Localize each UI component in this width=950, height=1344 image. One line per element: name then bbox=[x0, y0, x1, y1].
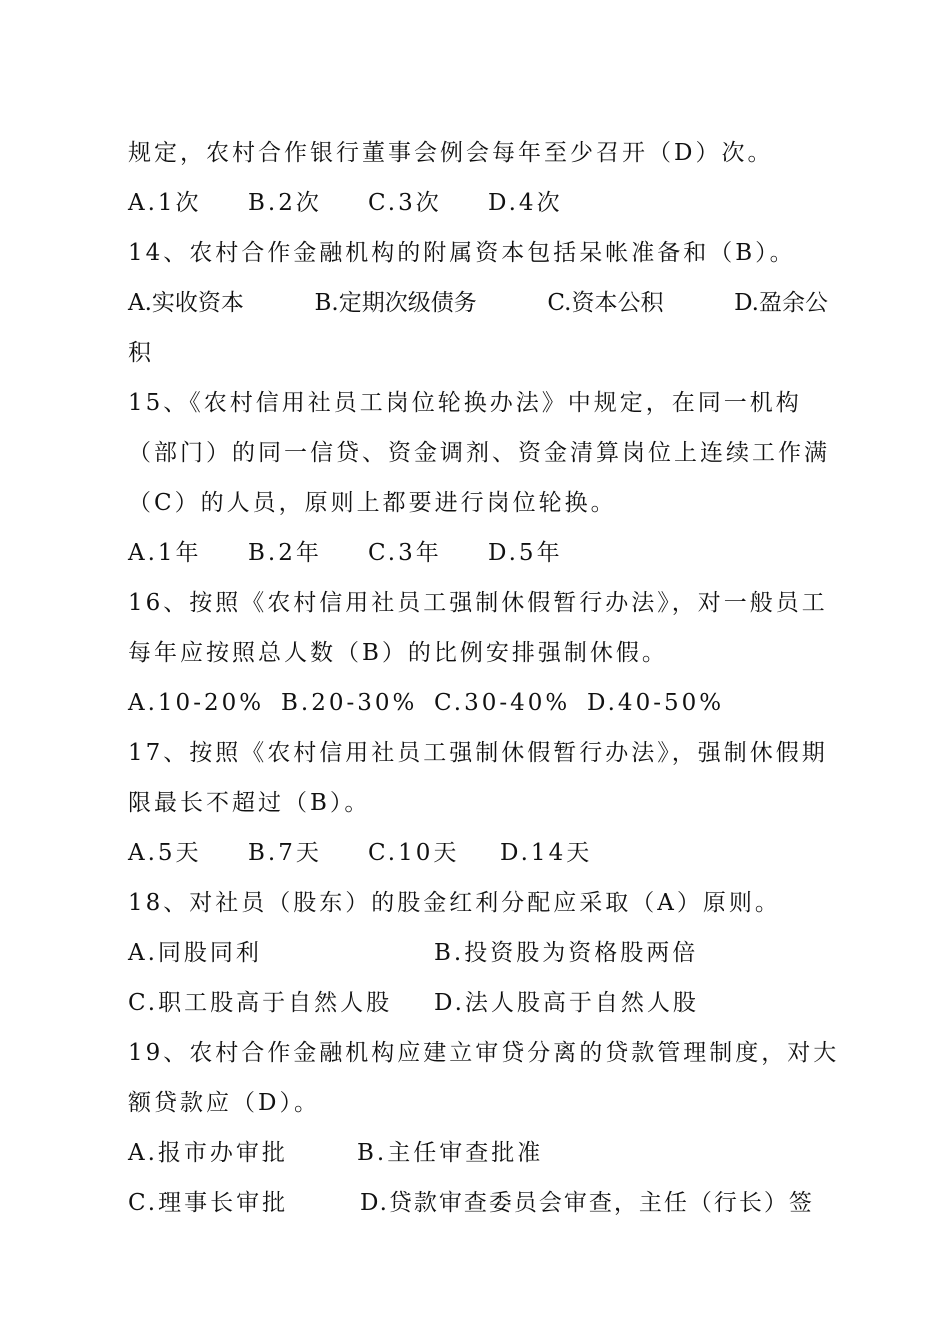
options-q16 bbox=[128, 678, 828, 728]
option-c: C.理事长审批 bbox=[128, 1190, 289, 1216]
text-line: 额贷款应（D）。 bbox=[128, 1090, 320, 1116]
option-c: C.资本公积 bbox=[547, 290, 664, 316]
option-b: B.主任审查批准 bbox=[357, 1140, 544, 1166]
option-a: A.5天 bbox=[128, 840, 202, 866]
option-a: A.1年 bbox=[128, 540, 202, 566]
option-a: A.报市办审批 bbox=[128, 1140, 288, 1166]
option-b: B.投资股为资格股两倍 bbox=[434, 940, 699, 966]
option-c: C.3年 bbox=[368, 540, 442, 566]
text-line: 每年应按照总人数（B）的比例安排强制休假。 bbox=[128, 640, 668, 666]
text-line: 限最长不超过（B）。 bbox=[128, 790, 371, 816]
question-17: 17、按照《农村信用社员工强制休假暂行办法》，强制休假期 bbox=[128, 740, 828, 766]
options-q15 bbox=[128, 528, 828, 578]
option-c: C.10天 bbox=[368, 840, 460, 866]
options-q14 bbox=[128, 278, 828, 328]
option-d: D.4次 bbox=[488, 190, 563, 216]
option-c: C.3次 bbox=[368, 190, 442, 216]
options-q18-row2 bbox=[128, 978, 828, 1028]
text-line: 积 bbox=[128, 340, 154, 366]
option-d: D.40-50% bbox=[587, 690, 725, 716]
option-d: D.14天 bbox=[500, 840, 593, 866]
option-d: D.盈余公 bbox=[734, 290, 828, 316]
question-15: 15、《农村信用社员工岗位轮换办法》中规定，在同一机构 bbox=[128, 390, 802, 416]
option-b: B.20-30% bbox=[281, 690, 418, 716]
question-14: 14、农村合作金融机构的附属资本包括呆帐准备和（B）。 bbox=[128, 240, 796, 266]
text-line: 规定，农村合作银行董事会例会每年至少召开（D）次。 bbox=[128, 140, 774, 166]
option-b: B.2年 bbox=[248, 540, 322, 566]
option-b: B.2次 bbox=[248, 190, 322, 216]
question-18: 18、对社员（股东）的股金红利分配应采取（A）原则。 bbox=[128, 890, 781, 916]
document-body bbox=[128, 128, 840, 1228]
option-a: A.实收资本 bbox=[128, 290, 244, 316]
option-d: D.法人股高于自然人股 bbox=[434, 990, 699, 1016]
option-d: D.5年 bbox=[488, 540, 563, 566]
options-q19-row2 bbox=[128, 1178, 828, 1228]
options-q17 bbox=[128, 828, 828, 878]
option-a: A.1次 bbox=[128, 190, 202, 216]
text-line: （部门）的同一信贷、资金调剂、资金清算岗位上连续工作满 bbox=[128, 440, 830, 466]
options-q13 bbox=[128, 178, 828, 228]
option-a: A.同股同利 bbox=[128, 940, 262, 966]
question-19: 19、农村合作金融机构应建立审贷分离的贷款管理制度，对大 bbox=[128, 1040, 840, 1066]
option-c: C.30-40% bbox=[434, 690, 571, 716]
options-q18-row1 bbox=[128, 928, 828, 978]
question-16: 16、按照《农村信用社员工强制休假暂行办法》，对一般员工 bbox=[128, 590, 828, 616]
option-a: A.10-20% bbox=[128, 690, 265, 716]
option-d: D.贷款审查委员会审查，主任（行长）签 bbox=[360, 1190, 814, 1216]
options-q19-row1 bbox=[128, 1128, 828, 1178]
option-b: B.7天 bbox=[248, 840, 322, 866]
option-b: B.定期次级债务 bbox=[314, 290, 477, 316]
option-c: C.职工股高于自然人股 bbox=[128, 990, 393, 1016]
text-line: （C）的人员，原则上都要进行岗位轮换。 bbox=[128, 490, 617, 516]
